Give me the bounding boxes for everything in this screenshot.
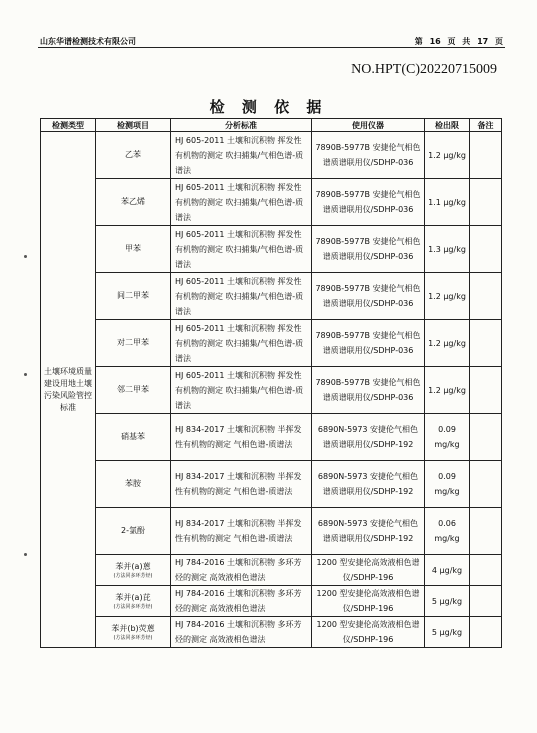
item-note: (方法同多环芳烃) (113, 634, 153, 641)
table-row (41, 555, 502, 586)
col-category: 检测类型 (41, 119, 96, 132)
item-note: (方法同多环芳烃) (113, 603, 153, 610)
table-row (41, 179, 502, 226)
page-title: 检 测 依 据 (209, 98, 328, 116)
item-name: 甲苯 (125, 244, 141, 253)
item-name: 苯并(a)芘 (115, 592, 151, 602)
item-cell (96, 461, 171, 508)
company-name: 山东华谱检测技术有限公司 (40, 37, 136, 46)
item-cell (96, 508, 171, 555)
instrument-cell: 1200 型安捷伦高效液相色谱仪/SDHP-196 (312, 617, 425, 648)
table-row (41, 414, 502, 461)
item-cell (96, 320, 171, 367)
basis-table (40, 118, 502, 648)
punch-mark (24, 373, 27, 376)
item-name: 苯乙烯 (121, 197, 145, 206)
standard-cell: HJ 605-2011 土壤和沉积物 挥发性有机物的测定 吹扫捕集/气相色谱-质谱法 (171, 179, 312, 226)
table-row (41, 226, 502, 273)
item-name: 邻二甲苯 (117, 385, 149, 394)
limit-cell: 0.09 mg/kg (425, 414, 470, 461)
item-cell (96, 273, 171, 320)
item-name: 2-氯酚 (121, 526, 145, 535)
remark-cell (470, 508, 502, 555)
limit-cell: 1.2 μg/kg (425, 132, 470, 179)
standard-cell: HJ 834-2017 土壤和沉积物 半挥发性有机物的测定 气相色谱-质谱法 (171, 461, 312, 508)
standard-cell: HJ 605-2011 土壤和沉积物 挥发性有机物的测定 吹扫捕集/气相色谱-质谱法 (171, 320, 312, 367)
item-cell (96, 414, 171, 461)
col-remark: 备注 (470, 119, 502, 132)
instrument-cell: 7890B-5977B 安捷伦气相色谱质谱联用仪/SDHP-036 (312, 226, 425, 273)
report-number: NO.HPT(C)20220715009 (351, 62, 497, 77)
standard-cell: HJ 784-2016 土壤和沉积物 多环芳烃的测定 高效液相色谱法 (171, 617, 312, 648)
remark-cell (470, 273, 502, 320)
col-limit: 检出限 (425, 119, 470, 132)
item-cell (96, 555, 171, 586)
table-row (41, 320, 502, 367)
limit-cell: 1.2 μg/kg (425, 320, 470, 367)
standard-cell: HJ 784-2016 土壤和沉积物 多环芳烃的测定 高效液相色谱法 (171, 586, 312, 617)
remark-cell (470, 461, 502, 508)
table-row (41, 586, 502, 617)
instrument-cell: 7890B-5977B 安捷伦气相色谱质谱联用仪/SDHP-036 (312, 320, 425, 367)
remark-cell (470, 555, 502, 586)
standard-cell: HJ 834-2017 土壤和沉积物 半挥发性有机物的测定 气相色谱-质谱法 (171, 508, 312, 555)
col-item: 检测项目 (96, 119, 171, 132)
limit-cell: 1.2 μg/kg (425, 367, 470, 414)
punch-mark (24, 255, 27, 258)
punch-mark (24, 553, 27, 556)
instrument-cell: 7890B-5977B 安捷伦气相色谱质谱联用仪/SDHP-036 (312, 179, 425, 226)
standard-cell: HJ 605-2011 土壤和沉积物 挥发性有机物的测定 吹扫捕集/气相色谱-质谱法 (171, 273, 312, 320)
col-standard: 分析标准 (171, 119, 312, 132)
category-cell: 土壤环境质量 建设用地土壤污染风险管控标准 (41, 132, 96, 648)
remark-cell (470, 367, 502, 414)
item-cell (96, 586, 171, 617)
table-row (41, 132, 502, 179)
instrument-cell: 1200 型安捷伦高效液相色谱仪/SDHP-196 (312, 586, 425, 617)
limit-cell: 1.1 μg/kg (425, 179, 470, 226)
standard-cell: HJ 605-2011 土壤和沉积物 挥发性有机物的测定 吹扫捕集/气相色谱-质谱法 (171, 132, 312, 179)
item-cell (96, 617, 171, 648)
standard-cell: HJ 605-2011 土壤和沉积物 挥发性有机物的测定 吹扫捕集/气相色谱-质谱法 (171, 226, 312, 273)
item-name: 硝基苯 (121, 432, 145, 441)
col-instrument: 使用仪器 (312, 119, 425, 132)
limit-cell: 4 μg/kg (425, 555, 470, 586)
standard-cell: HJ 605-2011 土壤和沉积物 挥发性有机物的测定 吹扫捕集/气相色谱-质谱法 (171, 367, 312, 414)
item-name: 苯并(a)蒽 (115, 561, 151, 571)
item-cell (96, 132, 171, 179)
page-info: 第 16 页 共 17 页 (414, 37, 503, 46)
remark-cell (470, 179, 502, 226)
instrument-cell: 1200 型安捷伦高效液相色谱仪/SDHP-196 (312, 555, 425, 586)
item-note: (方法同多环芳烃) (113, 572, 153, 579)
item-name: 间二甲苯 (117, 291, 149, 300)
instrument-cell: 6890N-5973 安捷伦气相色谱质谱联用仪/SDHP-192 (312, 508, 425, 555)
remark-cell (470, 414, 502, 461)
limit-cell: 5 μg/kg (425, 586, 470, 617)
item-name: 苯并(b)荧蒽 (111, 623, 155, 633)
instrument-cell: 7890B-5977B 安捷伦气相色谱质谱联用仪/SDHP-036 (312, 367, 425, 414)
standard-cell: HJ 834-2017 土壤和沉积物 半挥发性有机物的测定 气相色谱-质谱法 (171, 414, 312, 461)
standard-cell: HJ 784-2016 土壤和沉积物 多环芳烃的测定 高效液相色谱法 (171, 555, 312, 586)
instrument-cell: 6890N-5973 安捷伦气相色谱质谱联用仪/SDHP-192 (312, 461, 425, 508)
limit-cell: 1.3 μg/kg (425, 226, 470, 273)
item-cell (96, 179, 171, 226)
instrument-cell: 7890B-5977B 安捷伦气相色谱质谱联用仪/SDHP-036 (312, 273, 425, 320)
item-name: 对二甲苯 (117, 338, 149, 347)
limit-cell: 1.2 μg/kg (425, 273, 470, 320)
table-row (41, 461, 502, 508)
limit-cell: 0.09 mg/kg (425, 461, 470, 508)
remark-cell (470, 132, 502, 179)
table-header-row (41, 119, 502, 132)
remark-cell (470, 586, 502, 617)
remark-cell (470, 320, 502, 367)
limit-cell: 5 μg/kg (425, 617, 470, 648)
table-row (41, 367, 502, 414)
item-cell (96, 226, 171, 273)
item-name: 乙苯 (125, 150, 141, 159)
remark-cell (470, 617, 502, 648)
table-row (41, 273, 502, 320)
limit-cell: 0.06 mg/kg (425, 508, 470, 555)
table-row (41, 508, 502, 555)
instrument-cell: 6890N-5973 安捷伦气相色谱质谱联用仪/SDHP-192 (312, 414, 425, 461)
item-cell (96, 367, 171, 414)
instrument-cell: 7890B-5977B 安捷伦气相色谱质谱联用仪/SDHP-036 (312, 132, 425, 179)
header-rule (38, 47, 505, 48)
table-row (41, 617, 502, 648)
remark-cell (470, 226, 502, 273)
item-name: 苯胺 (125, 479, 141, 488)
